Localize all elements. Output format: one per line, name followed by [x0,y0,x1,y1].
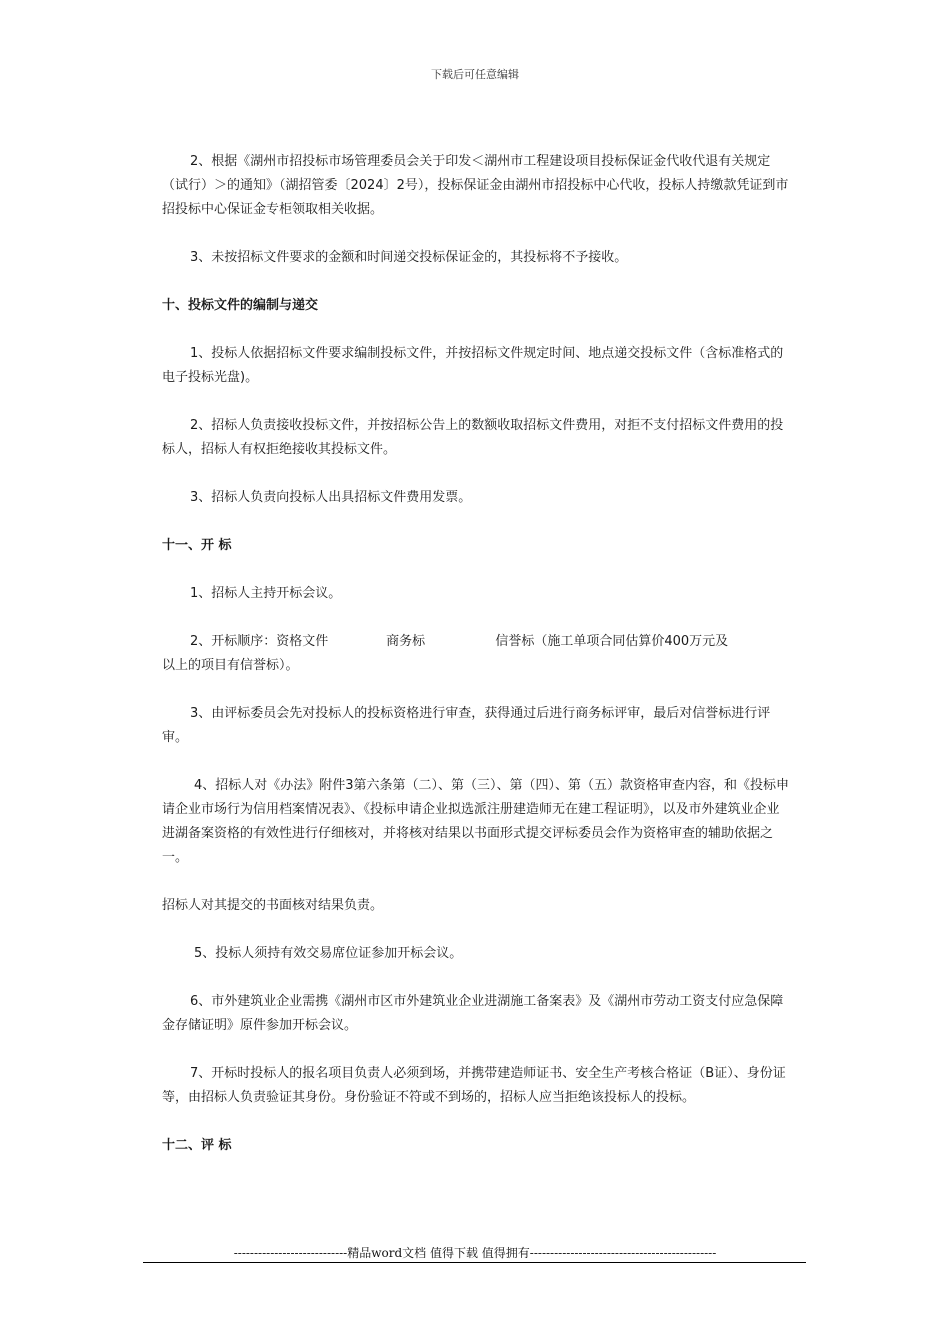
paragraph-open-6: 6、市外建筑业企业需携《湖州市区市外建筑业企业进湖施工备案表》及《湖州市劳动工资支付应急保障金存储证明》原件参加开标会议。 [162,994,784,1033]
paragraph-prep-3: 3、招标人负责向投标人出具招标文件费用发票。 [190,490,472,505]
section-heading-10: 十、投标文件的编制与递交 [162,298,319,313]
section-heading-11: 十一、开 标 [162,538,232,553]
paragraph-open-4-note: 招标人对其提交的书面核对结果负责。 [162,898,384,913]
footer-text: ----------------------------精品word文档 值得下载 值得拥有---------------------------------------------- [233,1246,717,1260]
paragraph-open-1: 1、招标人主持开标会议。 [190,586,342,601]
document-body [162,150,790,1182]
paragraph-guarantee-3: 3、未按招标文件要求的金额和时间递交投标保证金的，其投标将不予接收。 [190,250,628,265]
paragraph-open-3: 3、由评标委员会先对投标人的投标资格进行审查，获得通过后进行商务标评审，最后对信誉标进行评审。 [162,706,771,745]
section-heading-12: 十二、评 标 [162,1138,232,1153]
paragraph-guarantee-2: 2、根据《湖州市招投标市场管理委员会关于印发＜湖州市工程建设项目投标保证金代收代退有关规定（试行）＞的通知》（湖招管委〔2024〕2号），投标保证金由湖州市招投标中心代收，投标人持缴款凭证到市招投标中心保证金专柜领取相关收据。 [162,154,789,217]
paragraph-open-7: 7、开标时投标人的报名项目负责人必须到场，并携带建造师证书、安全生产考核合格证（B证）、身份证等，由招标人负责验证其身份。身份验证不符或不到场的，招标人应当拒绝该投标人的投标。 [162,1066,786,1105]
footer-rule [143,1262,806,1263]
paragraph-open-2: 2、开标顺序：资格文件 商务标 信誉标（施工单项合同估算价400万元及 以上的项目有信誉标）。 [162,634,729,673]
paragraph-prep-2: 2、招标人负责接收投标文件，并按招标公告上的数额收取招标文件费用，对拒不支付招标文件费用的投标人，招标人有权拒绝接收其投标文件。 [162,418,784,457]
paragraph-open-4: 4、招标人对《办法》附件3第六条第（二）、第（三）、第（四）、第（五）款资格审查内容，和《投标申请企业市场行为信用档案情况表》、《投标申请企业拟选派注册建造师无在建工程证明》，以及市外建筑业企业进湖备案资格的有效性进行仔细核对，并将核对结果以书面形式提交评标委员会作为资格审查的辅助依据之一。 [162,778,790,865]
header-note: 下载后可任意编辑 [431,68,519,81]
paragraph-prep-1: 1、投标人依据招标文件要求编制投标文件，并按招标文件规定时间、地点递交投标文件（含标准格式的电子投标光盘)。 [162,346,784,385]
paragraph-open-5: 5、投标人须持有效交易席位证参加开标会议。 [194,946,463,961]
